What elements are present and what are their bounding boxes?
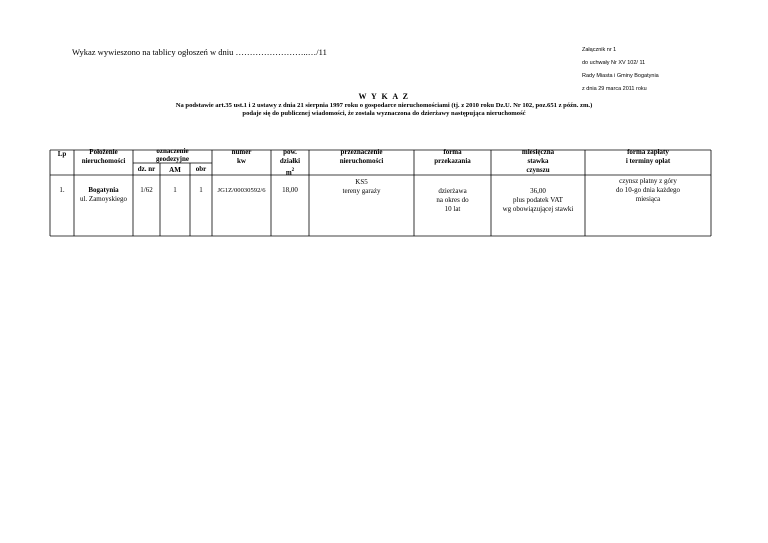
- row-payment-terms: [585, 177, 711, 204]
- posting-notice: Wykaz wywieszono na tablicy ogłoszeń w dniu ……………………..…/11: [72, 47, 327, 57]
- attachment-resolution: do uchwały Nr XV 102/ 11: [582, 60, 646, 66]
- row-plot-number: 1/62: [140, 186, 153, 194]
- row-purpose-description: tereny garaży: [342, 187, 381, 195]
- header-plot-area-line1: pow.: [283, 148, 297, 156]
- header-geodetic: [133, 148, 212, 163]
- area-unit: m: [285, 168, 292, 177]
- header-payment-terms-line2: i terminy opłat: [625, 157, 671, 165]
- row-plot-area: 18,00: [282, 186, 298, 194]
- row-rate-vat: plus podatek VAT: [513, 196, 563, 204]
- row-payment-line2: do 10-go dnia każdego: [616, 186, 680, 194]
- header-location-line2: nieruchomości: [81, 157, 126, 165]
- announcement-text: podaje się do publicznej wiadomości, że została wyznaczona do dzierżawy następująca nieruchomość: [242, 110, 526, 117]
- header-location: [74, 148, 133, 166]
- header-transfer-form-line2: przekazania: [434, 157, 471, 165]
- header-monthly-rate: [491, 148, 585, 166]
- row-location-town: Bogatynia: [88, 186, 119, 194]
- row-transfer-form: [414, 187, 491, 214]
- attachment-number: Załącznik nr 1: [582, 47, 617, 53]
- header-transfer-form-line1: forma: [443, 148, 462, 156]
- header-land-register-line1: numer: [231, 148, 252, 156]
- row-payment-line1: czynsz płatny z góry: [619, 177, 677, 185]
- row-payment-line3: miesiąca: [635, 195, 661, 203]
- attachment-council: Rady Miasta i Gminy Bogatynia: [582, 73, 659, 79]
- header-map-sheet: AM: [169, 166, 181, 174]
- row-purpose-code: KS5: [355, 178, 368, 186]
- header-geodetic-line2: geodezyjne: [155, 154, 190, 163]
- header-purpose-line2: nieruchomości: [339, 157, 384, 165]
- row-rate-amount: 36,00: [530, 187, 546, 195]
- row-land-register: JG1Z/00030592/6: [217, 187, 266, 194]
- header-plot-area: [271, 148, 309, 166]
- legal-basis: Na podstawie art.35 ust.1 i 2 ustawy z dnia 21 sierpnia 1997 roku o gospodarce nieruchomościami (tj. z 2010 roku Dz.U. Nr 102, poz.651 z późn. zm.): [175, 102, 593, 109]
- row-purpose: [309, 178, 414, 196]
- header-land-register: [212, 148, 271, 166]
- header-payment-terms-line1: forma zapłaty: [627, 148, 669, 156]
- header-location-line1: Położenie: [89, 148, 118, 156]
- header-payment-terms: [585, 148, 711, 166]
- header-precinct: obr: [195, 165, 207, 173]
- header-purpose-line1: przeznaczenie: [340, 148, 383, 156]
- row-transfer-form-line1: dzierżawa: [438, 187, 467, 195]
- row-location-street: ul. Zamoyskiego: [79, 195, 128, 203]
- header-purpose: [309, 148, 414, 166]
- row-transfer-form-line3: 10 lat: [444, 205, 461, 213]
- header-geodetic-line1: oznaczenie: [156, 147, 189, 155]
- row-rate-note: wg obowiązującej stawki: [502, 205, 574, 213]
- row-monthly-rate: [491, 187, 585, 214]
- header-transfer-form: [414, 148, 491, 166]
- header-monthly-rate-line2: stawka: [527, 157, 549, 165]
- area-unit-exponent: 2: [291, 168, 295, 173]
- row-transfer-form-line2: na okres do: [436, 196, 469, 204]
- header-monthly-rate-line1: miesięczna: [521, 148, 555, 156]
- header-area-unit: [271, 166, 309, 177]
- row-location: [74, 186, 133, 204]
- header-lp: Lp: [57, 150, 67, 158]
- header-plot-number: dz. nr: [137, 165, 156, 173]
- header-land-register-line2: kw: [237, 157, 246, 165]
- attachment-date: z dnia 29 marca 2011 roku: [582, 86, 647, 92]
- row-precinct: 1: [199, 186, 203, 194]
- header-rent: czynszu: [526, 166, 550, 174]
- document-title: W Y K A Z: [358, 92, 410, 101]
- header-plot-area-line2: działki: [279, 157, 301, 165]
- row-lp: 1.: [59, 186, 65, 194]
- row-map-sheet: 1: [173, 186, 177, 194]
